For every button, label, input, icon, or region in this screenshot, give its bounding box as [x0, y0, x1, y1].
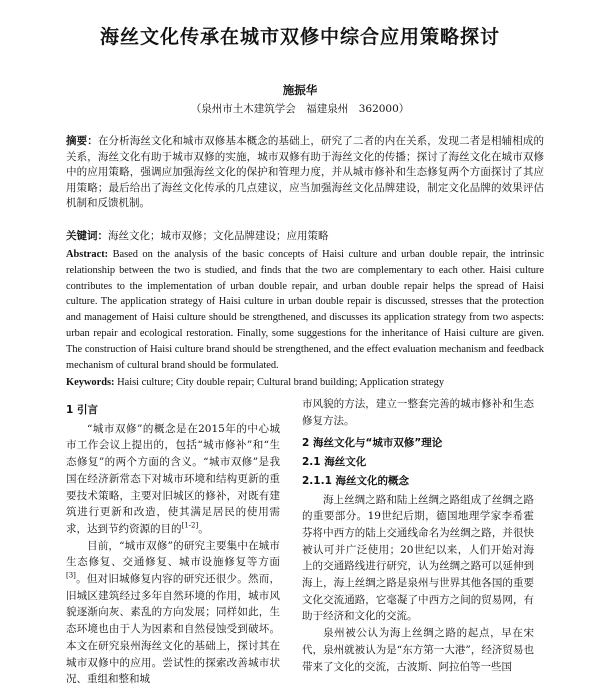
paper-title: 海丝文化传承在城市双修中综合应用策略探讨 — [99, 26, 500, 48]
keywords-label-en: Keywords: — [66, 377, 115, 388]
keywords-label-cn: 关键词： — [66, 230, 108, 242]
abstract-english — [66, 247, 544, 373]
citation-ref: [3] — [66, 571, 76, 580]
body-paragraph: 目前，“城市双修”的研究主要集中在城市生态修复、交通修复、城市设施修复等方面[3]。但对旧城修复内容的研究还很少。然而，旧城区建筑经过多年自然环境的作用，城市风貌逐渐向灰、素乱的方向发展；同样如此，生态环境也由于人为因素和自然侵蚀受到破坏。本文在研究泉州海丝文化的基础上，探讨其在城市双修中的应用。尝试性的探索改善城市状况、重组和整和城 — [66, 539, 280, 686]
body-paragraph-continued: 市风貌的方法，建立一整套完善的城市修补和生态修复方法。 — [302, 398, 534, 427]
section-heading-2-1: 2.1 海丝文化 — [302, 456, 367, 469]
body-right-column — [302, 396, 534, 675]
section-heading-2-1-1: 2.1.1 海丝文化的概念 — [302, 474, 410, 487]
keywords-english — [66, 377, 544, 388]
body-paragraph: “城市双修”的概念是在2015年的中心城市工作会议上提出的，包括“城市修补”和“生态修复”的两个方面的含义。“城市双修”是我国在经济新常态下对城市环境和结构更新的重要技术策略，主要对旧城区的修补，对既有建筑进行更新和改造，使其满足居民的使用需求，达到节约资源的目的[1-2]。 — [66, 422, 280, 535]
abstract-label-en: Abstract: — [66, 249, 109, 260]
abstract-text-cn: 在分析海丝文化和城市双修基本概念的基础上，研究了二者的内在关系，发现二者是相辅相成的关系，海丝文化有助于城市双修的实施，城市双修有助于海丝文化的传播；探讨了海丝文化在城市双修中的应用策略，强调应加强海丝文化的保护和管理力度，并从城市修补和生态修复两个方面探讨了其应用策略；最后给出了海丝文化传承的几点建议，应当加强海丝文化品牌建设，制定文化品牌的效果评估机制和反馈机制。 — [66, 135, 544, 210]
keywords-text-cn: 海丝文化；城市双修；文化品牌建设；应用策略 — [108, 230, 329, 242]
abstract-chinese — [66, 134, 544, 212]
body-paragraph: 海上丝绸之路和陆上丝绸之路组成了丝绸之路的重要部分。19世纪后期，德国地理学家李希霍芬将中西方的陆上交通线命名为丝绸之路，并很快被认可并广泛使用；20世纪以来，人们开始对海上的交通路线进行研究，认为丝绸之路可以延伸到海上，海上丝绸之路是泉州与世界其他各国的重要文化交流通路，它毫凝了中西方之间的贸易网，有助于经济和文化的交流。 — [302, 493, 534, 623]
section-heading-introduction: 1 引言 — [66, 404, 98, 416]
abstract-label-cn: 摘要： — [66, 135, 98, 147]
body-paragraph: 泉州被公认为海上丝绸之路的起点，早在宋代，泉州就被认为是“东方第一大港”，经济贸易也带来了文化的交流，古波斯、阿拉伯等一些国 — [302, 627, 534, 673]
author-affiliation: （泉州市土木建筑学会 福建泉州 362000） — [190, 103, 410, 115]
keywords-chinese — [66, 228, 544, 243]
section-heading-2: 2 海丝文化与“城市双修”理论 — [302, 437, 443, 450]
keywords-text-en: Haisi culture; City double repair; Cultural brand building; Application strategy — [114, 377, 445, 388]
author-name: 施振华 — [282, 83, 318, 97]
body-left-column — [66, 396, 280, 688]
abstract-text-en: Based on the analysis of the basic concepts of Haisi culture and urban double repair, the intrinsic relationship between the two is studied, and finds that the two are complementary to each other. Haisi culture contributes to the implementation of urban double repair, and urban double repair helps the spread of Haisi culture. The application strategy of Haisi culture in urban double repair is discussed, stresses that the protection and management of Haisi culture should be strengthened, and discusses its application strategy from two aspects: urban repair and ecological restoration. Finally, some suggestions for the inheritance of Haisi culture are given. The construction of Haisi culture brand should be strengthened, and the effect evaluation mechanism and feedback mechanism of cultural brand should be formulated. — [66, 249, 544, 371]
citation-ref: [1-2] — [181, 521, 199, 530]
